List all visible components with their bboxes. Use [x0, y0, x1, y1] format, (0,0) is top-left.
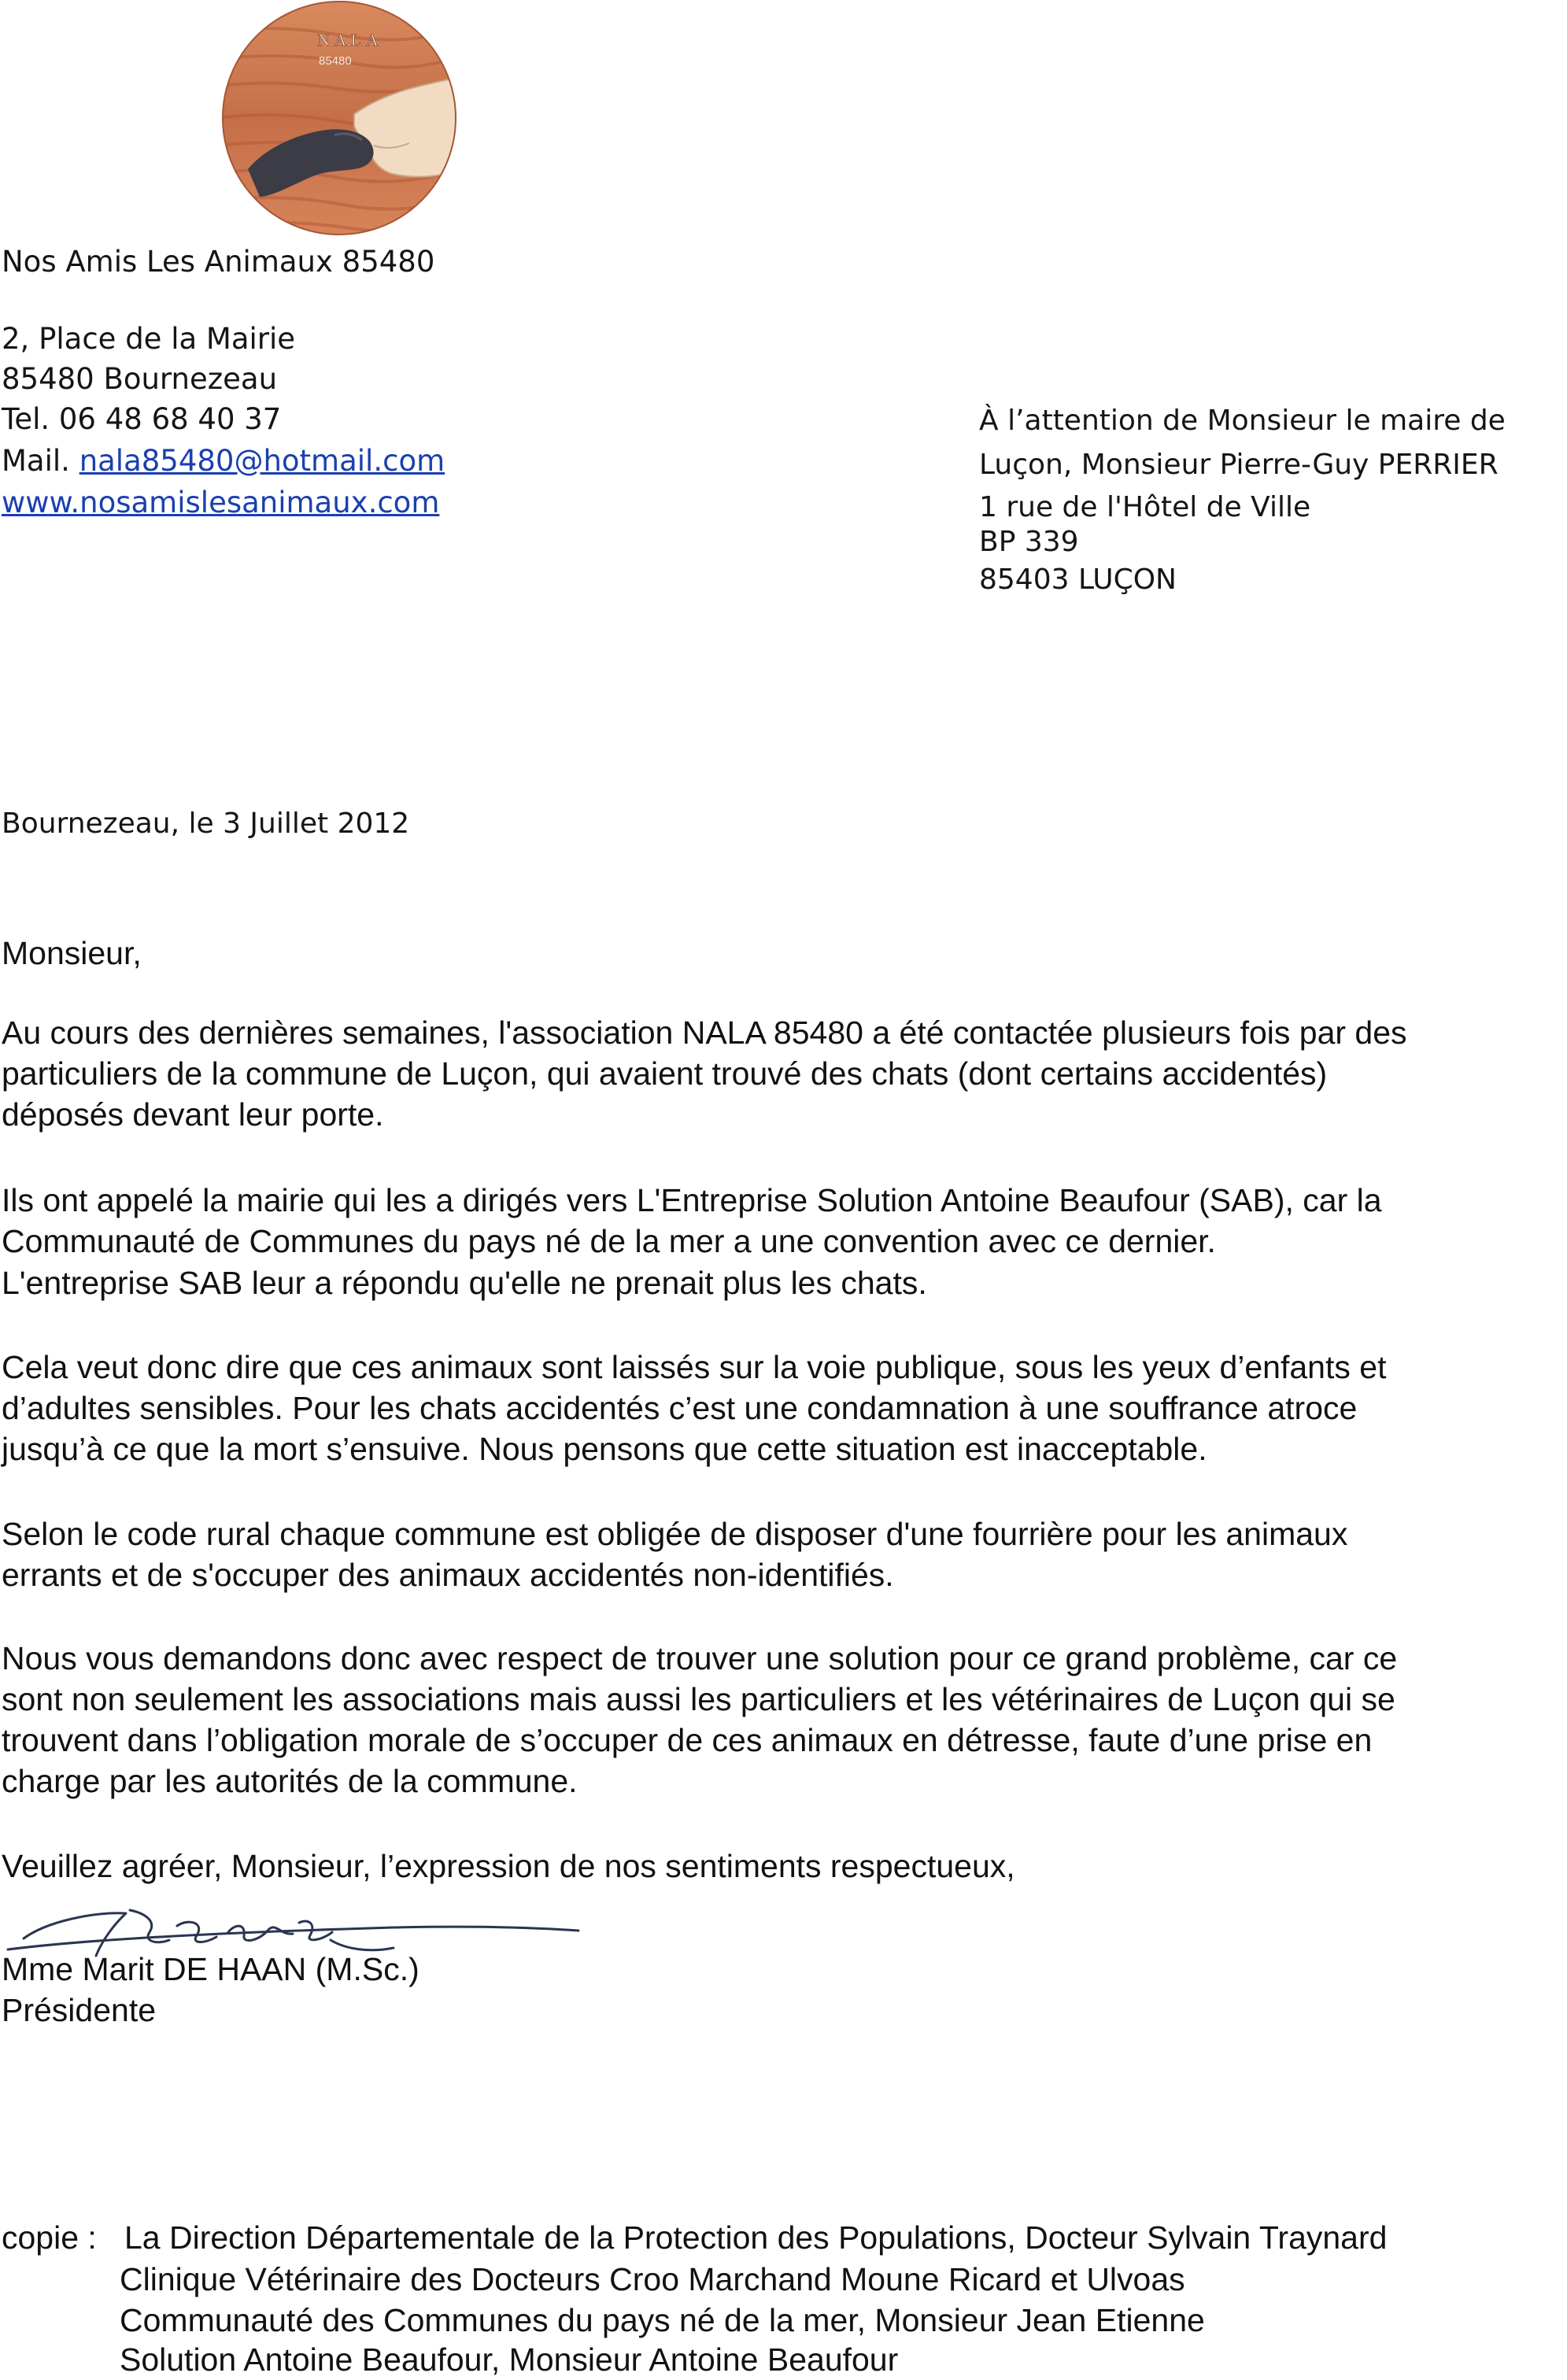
sender-phone: Tel. 06 48 68 40 37	[2, 402, 282, 436]
sender-mail-line	[2, 441, 445, 481]
paragraph-line: Communauté de Communes du pays né de la mer a une convention avec ce dernier.	[2, 1223, 1216, 1259]
logo-code: 85480	[319, 54, 352, 68]
paragraph-line: Selon le code rural chaque commune est obligée de disposer d'une fourrière pour les animaux	[2, 1516, 1348, 1552]
sender-mail-label: Mail.	[2, 444, 70, 478]
paragraph-line: Nous vous demandons donc avec respect de trouver une solution pour ce grand problème, car ce	[2, 1640, 1398, 1676]
recipient-line: À l’attention de Monsieur le maire de	[979, 405, 1506, 437]
copies-label: copie :	[2, 2219, 97, 2256]
logo-name: N.A.L.A.	[317, 30, 383, 50]
paragraph-line: Au cours des dernières semaines, l'association NALA 85480 a été contactée plusieurs fois par des	[2, 1014, 1407, 1051]
paragraph-line: particuliers de la commune de Luçon, qui avaient trouvé des chats (dont certains accidentés)	[2, 1055, 1328, 1092]
recipient-line: Luçon, Monsieur Pierre-Guy PERRIER	[979, 449, 1499, 481]
copy-recipient: La Direction Départementale de la Protection des Populations, Docteur Sylvain Traynard	[124, 2219, 1388, 2256]
paragraph-line: déposés devant leur porte.	[2, 1096, 384, 1133]
sender-street: 2, Place de la Mairie	[2, 322, 296, 356]
sender-org-name: Nos Amis Les Animaux 85480	[2, 245, 435, 279]
salutation: Monsieur,	[2, 935, 142, 971]
paragraph-line: Ils ont appelé la mairie qui les a dirigés vers L'Entreprise Solution Antoine Beaufour (SAB), car la	[2, 1182, 1382, 1218]
paragraph-line: errants et de s'occuper des animaux accidentés non-identifiés.	[2, 1557, 894, 1593]
sender-website-link[interactable]: www.nosamislesanimaux.com	[2, 486, 440, 519]
copy-recipient: Communauté des Communes du pays né de la mer, Monsieur Jean Etienne	[120, 2302, 1205, 2338]
recipient-line: 85403 LUÇON	[979, 564, 1177, 596]
copy-recipient: Solution Antoine Beaufour, Monsieur Antoine Beaufour	[120, 2341, 899, 2378]
signatory-title: Présidente	[2, 1992, 157, 2028]
closing: Veuillez agréer, Monsieur, l’expression de nos sentiments respectueux,	[2, 1848, 1015, 1884]
nala-logo	[216, 0, 462, 236]
recipient-line: 1 rue de l'Hôtel de Ville	[979, 491, 1311, 523]
paragraph-line: L'entreprise SAB leur a répondu qu'elle ne prenait plus les chats.	[2, 1265, 927, 1301]
paragraph-line: Cela veut donc dire que ces animaux sont laissés sur la voie publique, sous les yeux d’enfants et	[2, 1349, 1387, 1385]
paragraph-line: jusqu’à ce que la mort s’ensuive. Nous pensons que cette situation est inacceptable.	[2, 1431, 1207, 1467]
paragraph-line: sont non seulement les associations mais aussi les particuliers et les vétérinaires de Luçon qui se	[2, 1681, 1395, 1717]
date-line: Bournezeau, le 3 Juillet 2012	[2, 808, 410, 840]
paragraph-line: charge par les autorités de la commune.	[2, 1763, 578, 1799]
signatory-name: Mme Marit DE HAAN (M.Sc.)	[2, 1951, 419, 1987]
paragraph-line: d’adultes sensibles. Pour les chats accidentés c’est une condamnation à une souffrance atroce	[2, 1390, 1358, 1426]
sender-mail-link[interactable]: nala85480@hotmail.com	[79, 444, 445, 478]
paragraph-line: trouvent dans l’obligation morale de s’occuper de ces animaux en détresse, faute d’une prise en	[2, 1722, 1373, 1758]
recipient-line: BP 339	[979, 526, 1079, 558]
copy-recipient: Clinique Vétérinaire des Docteurs Croo Marchand Moune Ricard et Ulvoas	[120, 2261, 1185, 2297]
sender-city: 85480 Bournezeau	[2, 362, 278, 396]
